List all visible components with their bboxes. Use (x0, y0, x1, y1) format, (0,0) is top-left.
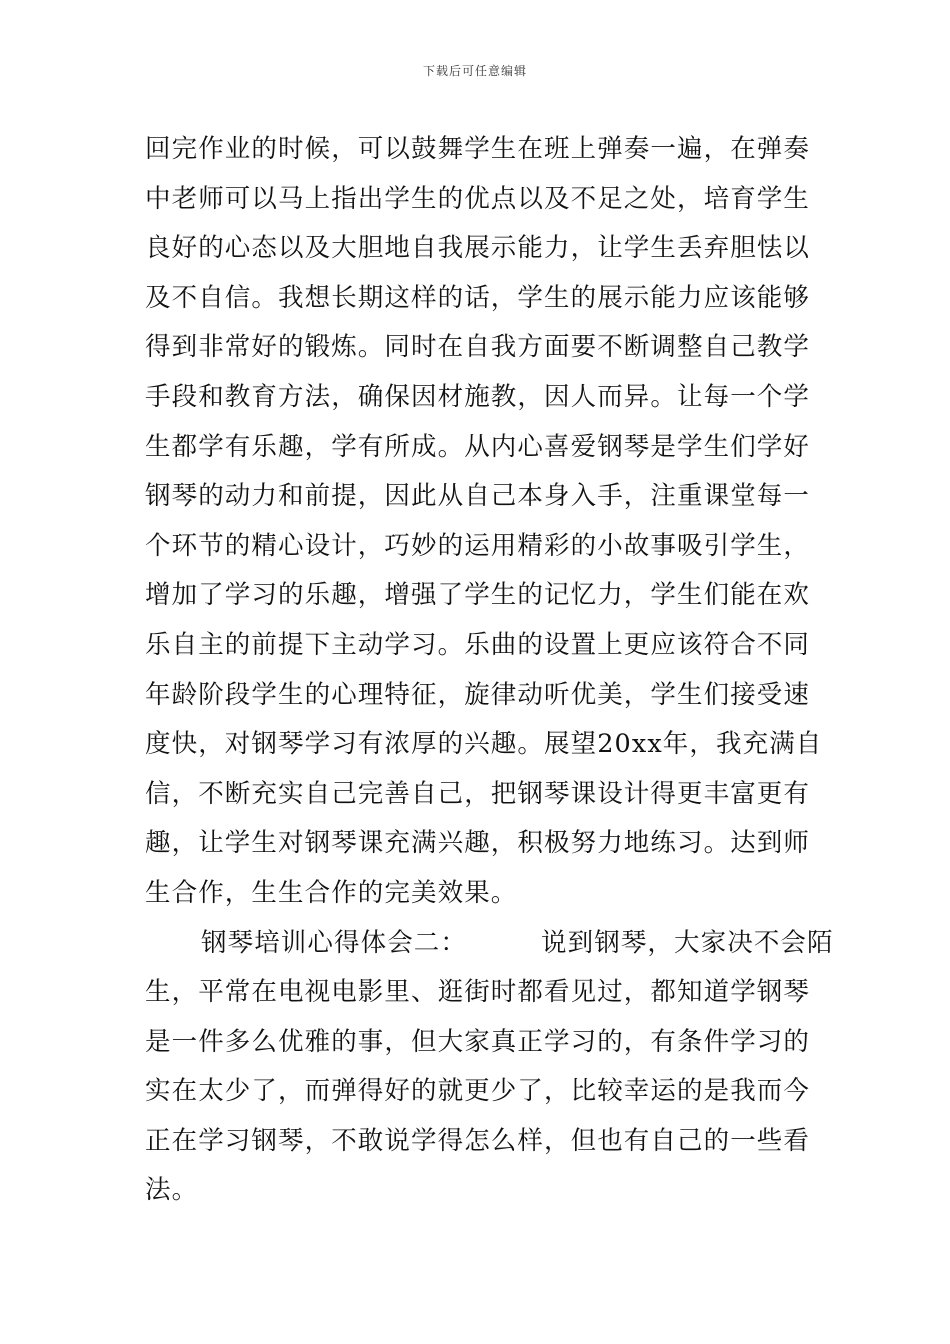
text-line: 良好的心态以及大胆地自我展示能力，让学生丢弃胆怯以 (145, 233, 811, 264)
text-line: 实在太少了，而弹得好的就更少了，比较幸运的是我而今 (145, 1076, 811, 1107)
text-line: 生，平常在电视电影里、逛街时都看见过，都知道学钢琴 (145, 977, 811, 1008)
text-line: 生都学有乐趣，学有所成。从内心喜爱钢琴是学生们学好 (145, 431, 811, 462)
text-line: 中老师可以马上指出学生的优点以及不足之处，培育学生 (145, 183, 811, 214)
text-line: 个环节的精心设计，巧妙的运用精彩的小故事吸引学生， (145, 530, 811, 561)
text-line: 信，不断充实自己完善自己，把钢琴课设计得更丰富更有 (145, 778, 811, 809)
text-line: 生合作，生生合作的完美效果。 (145, 877, 518, 908)
text-line: 度快，对钢琴学习有浓厚的兴趣。展望20xx年，我充满自 (145, 729, 823, 760)
text-line: 手段和教育方法，确保因材施教，因人而异。让每一个学 (145, 381, 811, 412)
text-line: 年龄阶段学生的心理特征，旋律动听优美，学生们接受速 (145, 679, 811, 710)
text-line: 是一件多么优雅的事，但大家真正学习的，有条件学习的 (145, 1026, 811, 1057)
text-line: 钢琴的动力和前提，因此从自己本身入手，注重课堂每一 (145, 481, 811, 512)
text-line: 正在学习钢琴，不敢说学得怎么样，但也有自己的一些看 (145, 1125, 811, 1156)
document-body (145, 125, 834, 1216)
text-line: 得到非常好的锻炼。同时在自我方面要不断调整自己教学 (145, 332, 811, 363)
section-first-line: 说到钢琴，大家决不会陌 (541, 927, 834, 958)
text-line: 法。 (145, 1175, 199, 1206)
text-line: 趣，让学生对钢琴课充满兴趣，积极努力地练习。达到师 (145, 828, 811, 859)
text-line: 回完作业的时候，可以鼓舞学生在班上弹奏一遍，在弹奏 (145, 134, 811, 164)
page-header: 下载后可任意编辑 (422, 64, 527, 78)
section-heading-line (145, 919, 834, 969)
text-line: 及不自信。我想长期这样的话，学生的展示能力应该能够 (145, 282, 811, 313)
text-line: 乐自主的前提下主动学习。乐曲的设置上更应该符合不同 (145, 629, 811, 660)
section-heading: 钢琴培训心得体会二： (201, 927, 468, 958)
text-line: 增加了学习的乐趣，增强了学生的记忆力，学生们能在欢 (145, 580, 811, 611)
